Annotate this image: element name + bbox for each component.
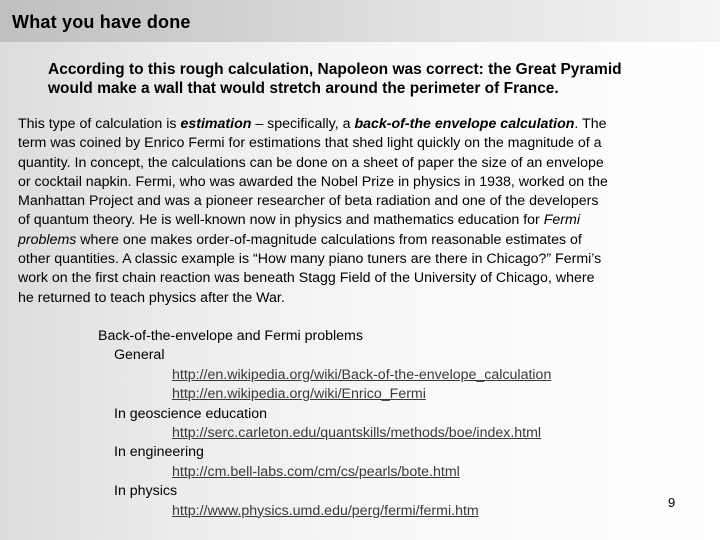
references-list [98, 327, 551, 521]
paragraph-text: – specifically, a [251, 116, 355, 132]
paragraph-text: where one makes order-of-magnitude calculations from reasonable estimates of [76, 231, 582, 248]
term-estimation: estimation [180, 116, 252, 132]
references-heading: Back-of-the-envelope and Fermi problems [98, 328, 363, 344]
general-label: General [114, 347, 165, 364]
paragraph-line-7 [18, 231, 718, 250]
paragraph-line-4: or cocktail napkin. Fermi, who was awarded the Nobel Prize in physics in 1938, worked on the [18, 173, 608, 190]
paragraph-line-2: term was coined by Enrico Fermi for estimations that shed light quickly on the magnitude of a [18, 135, 602, 152]
geoscience-label: In geoscience education [114, 405, 268, 422]
link-umd-physics[interactable]: http://www.physics.umd.edu/perg/fermi/fermi.htm [172, 502, 479, 519]
link-back-of-envelope-wiki[interactable]: http://en.wikipedia.org/wiki/Back-of-the-envelope_calculation [172, 366, 552, 383]
title-bar [0, 0, 720, 42]
paragraph-text: . The [574, 116, 607, 132]
term-problems: problems [18, 231, 77, 248]
link-serc-carleton[interactable]: http://serc.carleton.edu/quantskills/methods/boe/index.html [172, 424, 542, 441]
physics-label: In physics [114, 483, 178, 500]
summary-line-2: would make a wall that would stretch around the perimeter of France. [48, 80, 559, 97]
link-bell-labs[interactable]: http://cm.bell-labs.com/cm/cs/pearls/bote.html [172, 463, 460, 480]
paragraph-text: of quantum theory. He is well-known now in physics and mathematics education for [18, 212, 544, 229]
paragraph-line-1 [18, 115, 718, 134]
engineering-label: In engineering [114, 444, 204, 461]
paragraph-line-9: work on the first chain reaction was beneath Stagg Field of the University of Chicago, where [18, 270, 595, 287]
paragraph-line-5: Manhattan Project and was a pioneer researcher of beta radiation and one of the developers [18, 193, 599, 210]
slide-title: What you have done [12, 12, 191, 32]
paragraph-line-8: other quantities. A classic example is “How many piano tuners are there in Chicago?” Fermi’s [18, 251, 602, 268]
link-enrico-fermi-wiki[interactable]: http://en.wikipedia.org/wiki/Enrico_Fermi [172, 386, 426, 403]
body-paragraph [18, 115, 718, 308]
paragraph-line-10: he returned to teach physics after the War. [18, 289, 285, 306]
term-back-of-envelope: back-of-the envelope calculation [354, 116, 575, 132]
paragraph-text: This type of calculation is [18, 116, 181, 132]
page-number: 9 [668, 495, 676, 510]
paragraph-line-3: quantity. In concept, the calculations can be done on a sheet of paper the size of an envelope [18, 154, 604, 171]
term-fermi: Fermi [543, 212, 580, 229]
summary-line-1: According to this rough calculation, Napoleon was correct: the Great Pyramid [48, 61, 622, 78]
paragraph-line-6 [18, 211, 718, 230]
summary-text [48, 60, 708, 98]
